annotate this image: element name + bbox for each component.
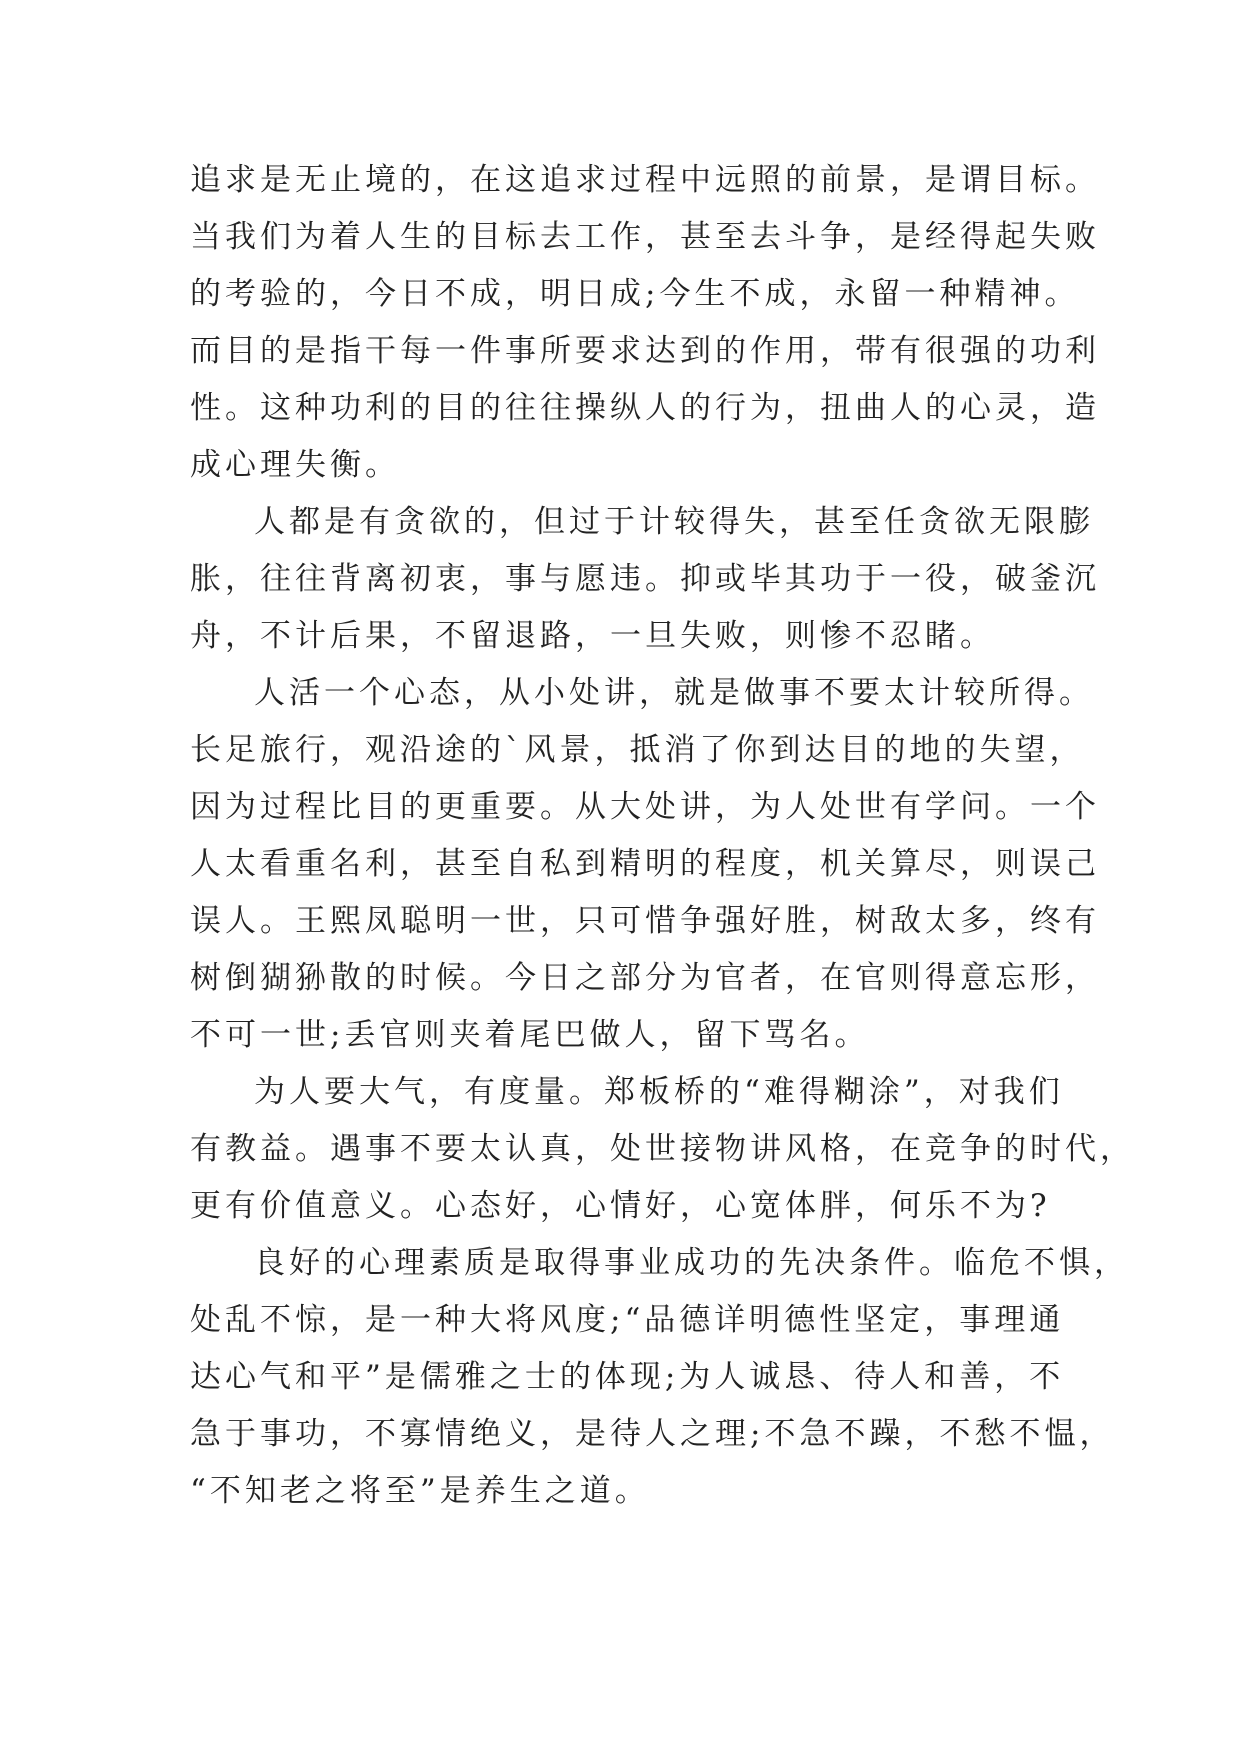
- text-line: 成心理失衡。: [190, 447, 400, 483]
- text-line: 误人。王熙凤聪明一世，只可惜争强好胜，树敌太多，终有: [190, 903, 1100, 939]
- text-line: 胀，往往背离初衷，事与愿违。抑或毕其功于一役，破釜沉: [190, 561, 1100, 597]
- text-line: 性。这种功利的目的往往操纵人的行为，扭曲人的心灵，造: [190, 390, 1100, 426]
- text-line: 人活一个心态，从小处讲，就是做事不要太计较所得。: [254, 675, 1094, 711]
- text-line: 急于事功，不寡情绝义，是待人之理;不急不躁，不愁不愠，: [190, 1416, 1115, 1452]
- text-line: 人太看重名利，甚至自私到精明的程度，机关算尽，则误己: [190, 846, 1100, 882]
- text-line: 长足旅行，观沿途的`风景，抵消了你到达目的地的失望，: [190, 732, 1085, 768]
- text-line: 良好的心理素质是取得事业成功的先决条件。临危不惧，: [254, 1245, 1129, 1281]
- text-line: 更有价值意义。心态好，心情好，心宽体胖，何乐不为?: [190, 1188, 1051, 1224]
- text-line: 处乱不惊，是一种大将风度;“品德详明德性坚定，事理通: [190, 1302, 1065, 1338]
- text-line: 有教益。遇事不要太认真，处世接物讲风格，在竞争的时代，: [190, 1131, 1135, 1167]
- text-line: 当我们为着人生的目标去工作，甚至去斗争，是经得起失败: [190, 219, 1100, 255]
- text-line: 而目的是指干每一件事所要求达到的作用，带有很强的功利: [190, 333, 1100, 369]
- text-line: 不可一世;丢官则夹着尾巴做人，留下骂名。: [190, 1017, 870, 1053]
- text-line: 舟，不计后果，不留退路，一旦失败，则惨不忍睹。: [190, 618, 995, 654]
- text-line: 追求是无止境的，在这追求过程中远照的前景，是谓目标。: [190, 162, 1100, 198]
- text-line: 人都是有贪欲的，但过于计较得失，甚至任贪欲无限膨: [254, 504, 1094, 540]
- text-line: 树倒猢狲散的时候。今日之部分为官者，在官则得意忘形，: [190, 960, 1100, 996]
- text-line: 达心气和平”是儒雅之士的体现;为人诚恳、待人和善，不: [190, 1359, 1065, 1395]
- text-line: 的考验的，今日不成，明日成;今生不成，永留一种精神。: [190, 276, 1080, 312]
- text-line: 因为过程比目的更重要。从大处讲，为人处世有学问。一个: [190, 789, 1100, 825]
- text-line: 为人要大气，有度量。郑板桥的“难得糊涂”，对我们: [254, 1074, 1064, 1110]
- text-line: “不知老之将至”是养生之道。: [190, 1473, 650, 1509]
